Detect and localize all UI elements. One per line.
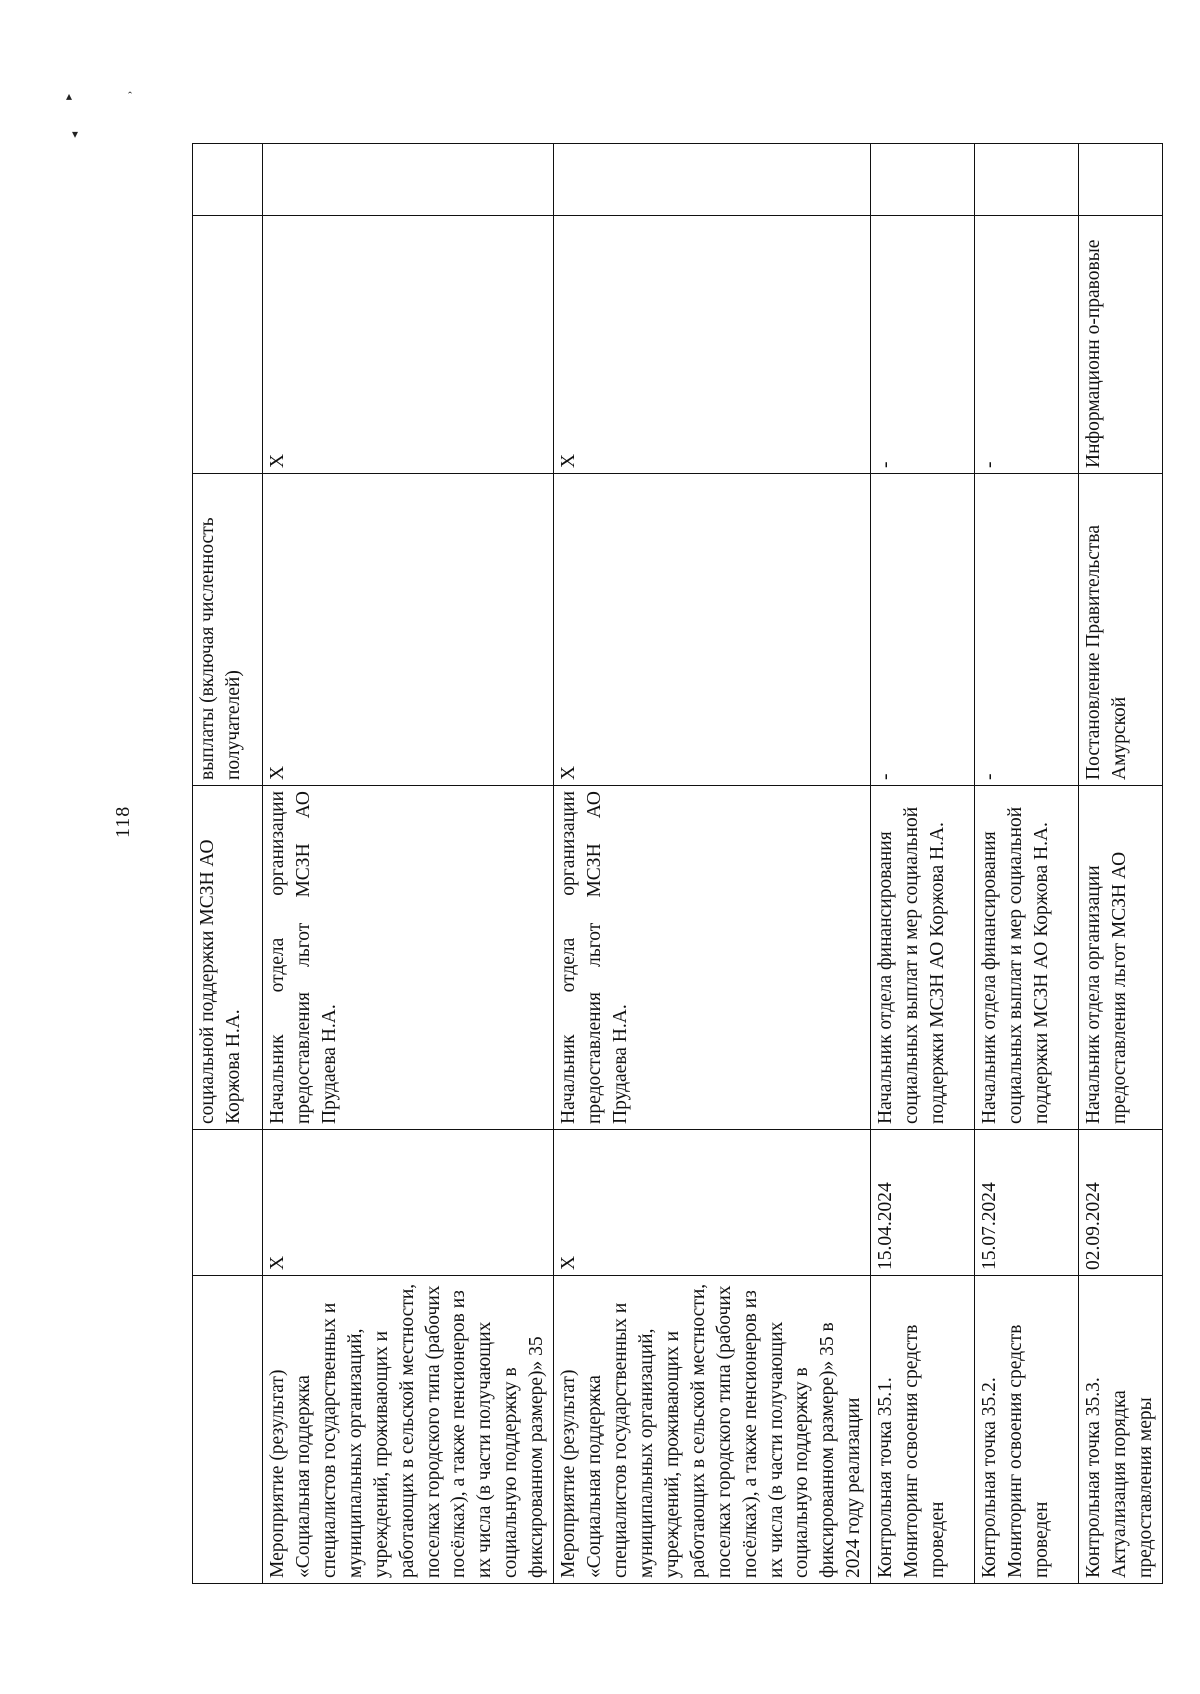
table-cell-responsible: Начальник отдела финансирования социальных выплат и мер социальной поддержки МСЗН АО Коржова Н.А. [871,786,975,1130]
table-cell-date: Х [554,1130,871,1276]
table-cell-document: Х [554,474,871,786]
table-cell-document: - [871,474,975,786]
table-row [1079,144,1163,1584]
table-cell-extra [871,144,975,216]
table-cell-responsible: Начальник отдела организации предоставления льгот МСЗН АО Прудаева Н.А. [554,786,871,1130]
scan-speck: ▾ [72,127,79,141]
table-cell-responsible: Начальник отдела организации предоставления льгот МСЗН АО Прудаева Н.А. [263,786,554,1130]
rotated-table-sheet [192,144,1157,1584]
table-cell-extra [1079,144,1163,216]
table-cell-extra [975,144,1079,216]
page-number: 118 [112,805,134,838]
table-cell-system: Х [554,216,871,474]
scan-speck: ▴ [66,89,73,103]
scan-speck: ˆ [128,89,132,103]
table-cell-document: Х [263,474,554,786]
table-cell-event: Контрольная точка 35.1. Мониторинг освоения средств проведен [871,1276,975,1584]
table-cell-document: - [975,474,1079,786]
table-cell-system: Информационн о-правовые [1079,216,1163,474]
table-cell-responsible: социальной поддержки МСЗН АО Коржова Н.А. [193,786,263,1130]
table-cell-date: 15.04.2024 [871,1130,975,1276]
table-cell-event: Мероприятие (результат) «Социальная поддержка специалистов государственных и муниципальных организаций, учреждений, проживающих и работающих в сельской местности, поселках городского типа (рабочих посёлках), а также пенсионеров из их числа (в части получающих социальную поддержку в фиксированном размере)» 35 в 2024 году реализации [554,1276,871,1584]
table-row [975,144,1079,1584]
table-row [263,144,554,1584]
table-cell-date: 15.07.2024 [975,1130,1079,1276]
table-cell-event: Мероприятие (результат) «Социальная поддержка специалистов государственных и муниципальных организаций, учреждений, проживающих и работающих в сельской местности, поселках городского типа (рабочих посёлках), а также пенсионеров из их числа (в части получающих социальную поддержку в фиксированном размере)» 35 [263,1276,554,1584]
table-row [554,144,871,1584]
table-cell-system: - [871,216,975,474]
table-cell-extra [263,144,554,216]
table-cell-responsible: Начальник отдела организации предоставления льгот МСЗН АО [1079,786,1163,1130]
table-cell-event [193,1276,263,1584]
table-row [871,144,975,1584]
table-cell-responsible: Начальник отдела финансирования социальных выплат и мер социальной поддержки МСЗН АО Коржова Н.А. [975,786,1079,1130]
plan-table [192,143,1163,1584]
table-cell-extra [193,144,263,216]
table-cell-document: Постановление Правительства Амурской [1079,474,1163,786]
table-cell-event: Контрольная точка 35.2. Мониторинг освоения средств проведен [975,1276,1079,1584]
table-cell-event: Контрольная точка 35.3. Актуализация порядка предоставления меры [1079,1276,1163,1584]
table-cell-system: Х [263,216,554,474]
table-cell-date: 02.09.2024 [1079,1130,1163,1276]
table-cell-system: - [975,216,1079,474]
table-row [193,144,263,1584]
table-cell-system [193,216,263,474]
table-cell-document: выплаты (включая численность получателей) [193,474,263,786]
table-cell-date: Х [263,1130,554,1276]
table-cell-extra [554,144,871,216]
table-cell-date [193,1130,263,1276]
